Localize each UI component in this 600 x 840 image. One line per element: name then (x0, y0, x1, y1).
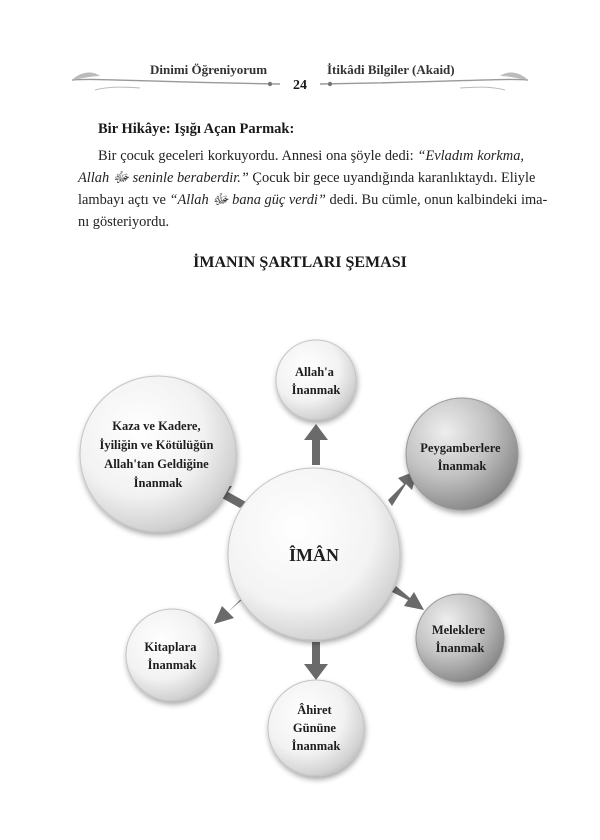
arrow-icon (304, 424, 328, 465)
page-number: 24 (293, 78, 307, 93)
diagram-title: İMANIN ŞARTLARI ŞEMASI (193, 254, 407, 271)
node-peygamber-label: Peygamberlere İnanmak (420, 441, 501, 473)
node-ahiret-label: Âhiret Gününe İnanmak (291, 703, 341, 753)
node-kitap-label: Kitaplara İnanmak (144, 640, 197, 672)
node-kader-circle (80, 376, 236, 532)
story-line: nı gösteriyordu. (78, 214, 170, 230)
node-melek-label: Meleklere İnanmak (431, 623, 486, 655)
story-line: Allah ﷻ seninle beraberdir.” Çocuk bir gece uyandığında karanlıktaydı. Eliyle (78, 170, 536, 186)
node-allah-label: Allah'a İnanmak (291, 365, 341, 397)
story-line: Bir çocuk geceleri korkuyordu. Annesi ona şöyle dedi: “Evladım korkma, (98, 148, 524, 164)
header-chapter-title: İtikâdi Bilgiler (Akaid) (327, 62, 455, 77)
arrow-icon (304, 642, 328, 680)
story-title: Bir Hikâye: Işığı Açan Parmak: (98, 121, 295, 137)
story-paragraph (78, 145, 548, 233)
iman-diagram (0, 320, 600, 820)
node-kitap-circle (126, 609, 218, 701)
node-kader-label: Kaza ve Kadere, İyiliğin ve Kötülüğün Allah'tan Geldiğine İnanmak (99, 419, 214, 490)
story-line: lambayı açtı ve “Allah ﷻ bana güç verdi” dedi. Bu cümle, onun kalbindeki ima- (78, 192, 548, 208)
node-melek-circle (416, 594, 504, 682)
page-header (0, 0, 600, 100)
arrow-icon (392, 586, 424, 610)
node-allah-circle (276, 340, 356, 420)
center-label: ÎMÂN (289, 545, 339, 565)
header-book-title: Dinimi Öğreniyorum (150, 62, 268, 77)
arrow-icon (214, 598, 244, 624)
